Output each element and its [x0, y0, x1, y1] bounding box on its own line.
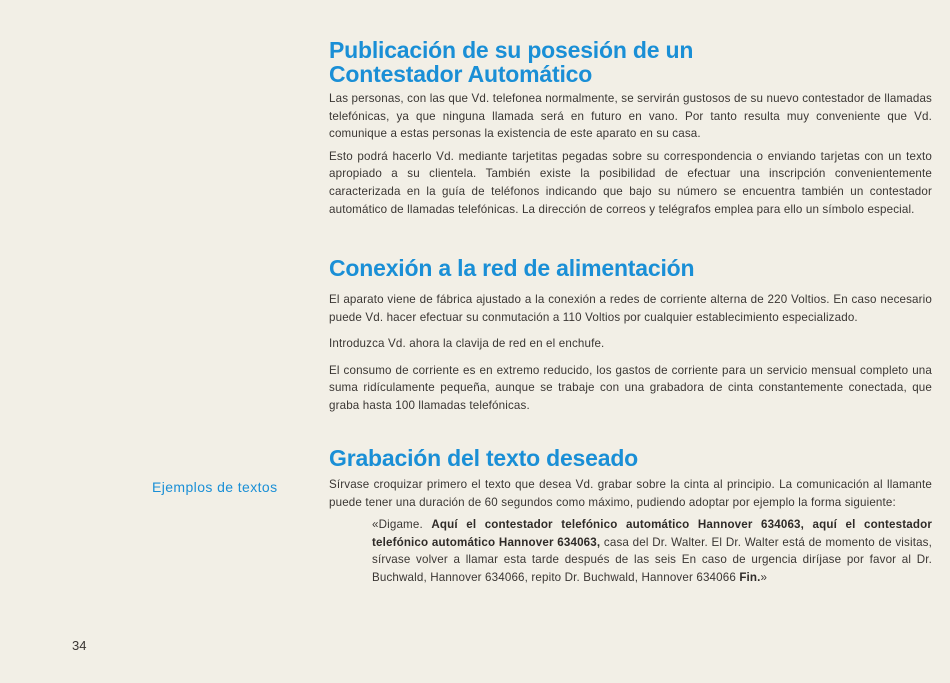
- paragraph-grabacion-1: Sírvase croquizar primero el texto que desea Vd. grabar sobre la cinta al principio. La comunicación al llamante puede tener una duración de 60 segundos como máximo, pudiendo adoptar por ejemplo la forma siguiente:: [329, 478, 932, 509]
- example-quote: [372, 516, 932, 586]
- quote-close: »: [760, 570, 768, 584]
- heading-line-2: Contestador Automático: [329, 61, 593, 87]
- section-conexion: [329, 256, 932, 415]
- quote-mid: casa del Dr. Walter. El Dr. Walter está de momento de visitas, sírvase volver a llamar esta tarde después de las seis En caso de urgencia diríjase por favor al Dr. Buchwald, Hannover 634066, repito Dr. Buchwald, Hannover 634066: [372, 535, 932, 584]
- section-heading-grabacion: Grabación del texto deseado: [329, 445, 639, 471]
- paragraph-publicacion-2: Esto podrá hacerlo Vd. mediante tarjetitas pegadas sobre su correspondencia o enviando tarjetas con un texto apropiado a su clientela. También existe la posibilidad de efectuar una inscripción convenientemente caracterizada en la guía de teléfonos indicando que bajo su número se encuentra también un contestador automático de llamadas telefónicas. La dirección de correos y telégrafos emplea para ello un símbolo especial.: [329, 149, 932, 216]
- quote-bold-2: Fin.: [739, 570, 761, 584]
- quote-bold-1: Aquí el contestador telefónico automático Hannover 634063, aquí el contestador telefónico automático Hannover 634063,: [372, 518, 932, 549]
- paragraph-publicacion-1: Las personas, con las que Vd. telefonea normalmente, se servirán gustosos de su nuevo contestador de llamadas telefónicas, ya que ninguna llamada será en futuro en vano. Por tanto resulta muy conveniente que Vd. comunique a estas personas la existencia de este aparato en su casa.: [329, 92, 932, 141]
- section-grabacion: [329, 446, 932, 587]
- side-label-ejemplos: Ejemplos de textos: [152, 479, 278, 495]
- paragraph-conexion-2: Introduzca Vd. ahora la clavija de red en el enchufe.: [329, 337, 605, 351]
- page-number: 34: [72, 638, 87, 653]
- heading-line-1: Publicación de su posesión de un: [329, 37, 694, 63]
- section-heading-conexion: Conexión a la red de alimentación: [329, 255, 695, 281]
- quote-open: «Digame.: [372, 518, 432, 532]
- section-heading-publicacion: [329, 38, 932, 86]
- paragraph-conexion-1: El aparato viene de fábrica ajustado a la conexión a redes de corriente alterna de 220 Voltios. En caso necesario puede Vd. hacer efectuar su conmutación a 110 Voltios por cualquier establecimiento especializado.: [329, 293, 932, 324]
- section-publicacion: [329, 38, 932, 218]
- paragraph-conexion-3: El consumo de corriente es en extremo reducido, los gastos de corriente para un servicio mensual completo una suma ridículamente pequeña, aunque se trabaje con una grabadora de cinta constantemente conectada, que graba hasta 100 llamadas telefónicas.: [329, 363, 932, 412]
